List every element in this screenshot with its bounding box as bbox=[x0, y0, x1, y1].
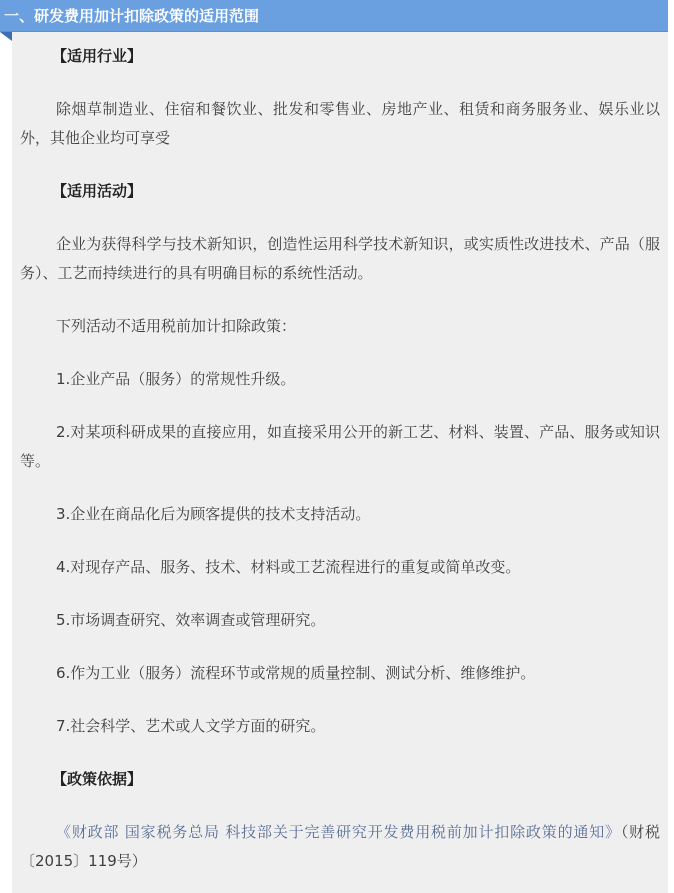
article-body bbox=[20, 32, 660, 876]
activities-heading: 【适用活动】 bbox=[52, 182, 143, 200]
excluded-item-6: 6.作为工业（服务）流程环节或常规的质量控制、测试分析、维修维护。 bbox=[56, 664, 536, 682]
excluded-item-5: 5.市场调查研究、效率调查或管理研究。 bbox=[56, 611, 326, 629]
excluded-item-1: 1.企业产品（服务）的常规性升级。 bbox=[56, 370, 296, 388]
basis-citation bbox=[20, 818, 660, 876]
policy-document-link[interactable]: 《财政部 国家税务总局 科技部关于完善研究开发费用税前加计扣除政策的通知》 bbox=[56, 823, 621, 841]
excluded-item-3: 3.企业在商品化后为顾客提供的技术支持活动。 bbox=[56, 505, 371, 523]
activities-definition: 企业为获得科学与技术新知识，创造性运用科学技术新知识，或实质性改进技术、产品（服务）、工艺而持续进行的具有明确目标的系统性活动。 bbox=[20, 235, 660, 282]
policy-document-number: （财税〔2015〕119号） bbox=[20, 823, 660, 870]
excluded-item-4: 4.对现存产品、服务、技术、材料或工艺流程进行的重复或简单改变。 bbox=[56, 558, 521, 576]
industry-heading: 【适用行业】 bbox=[52, 47, 143, 65]
section-banner bbox=[0, 0, 668, 32]
industry-text: 除烟草制造业、住宿和餐饮业、批发和零售业、房地产业、租赁和商务服务业、娱乐业以外，其他企业均可享受 bbox=[20, 100, 660, 147]
excluded-item-7: 7.社会科学、艺术或人文学方面的研究。 bbox=[56, 717, 326, 735]
banner-fold-left bbox=[0, 32, 12, 41]
basis-heading: 【政策依据】 bbox=[52, 770, 143, 788]
activities-intro: 下列活动不适用税前加计扣除政策： bbox=[56, 317, 297, 335]
excluded-item-2: 2.对某项科研成果的直接应用，如直接采用公开的新工艺、材料、装置、产品、服务或知识等。 bbox=[20, 423, 660, 470]
section-title: 一、研发费用加计扣除政策的适用范围 bbox=[4, 7, 260, 25]
